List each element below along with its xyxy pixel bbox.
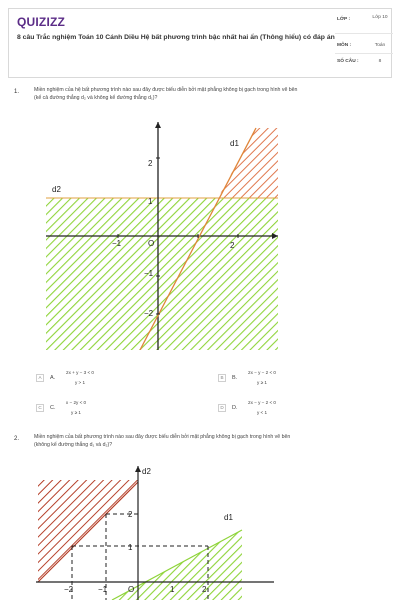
option-b-eq1: 2x − y − 2 < 0 [248, 370, 276, 375]
y-axis-arrow [155, 122, 161, 128]
question1-graph [40, 118, 280, 350]
label-y-1: 1 [148, 197, 153, 206]
option-c-eq2: y ≥ 1 [71, 410, 81, 415]
question-text-line2: (kể cả đường thẳng d₂ và không kể đường thẳng d₁)? [34, 95, 158, 101]
option-d-eq1: 2x − y − 2 < 0 [248, 400, 276, 405]
label-d2: d2 [52, 185, 61, 194]
label-x-1: 1 [170, 585, 175, 594]
quizizz-logo: QUIZIZZ [17, 15, 66, 29]
question-text-line1: Miền nghiệm của bất phương trình nào sau đây được biểu diễn bởi mặt phẳng không bị gạch trong hình vẽ bên [34, 434, 291, 440]
option-a-eq1: 2x + y − 3 < 0 [66, 370, 94, 375]
mon-label: MÔN : [337, 43, 352, 48]
label-x-neg2: −2 [64, 585, 74, 594]
label-y-2: 2 [148, 159, 153, 168]
label-x-neg1: −1 [98, 585, 108, 594]
y-axis-arrow [135, 466, 141, 472]
label-d1: d1 [224, 513, 233, 522]
label-y-neg2: −2 [144, 309, 154, 318]
socau-value: 8 [378, 59, 382, 64]
label-x-2: 2 [202, 585, 207, 594]
question-number: 2. [14, 436, 20, 442]
question-number: 1. [14, 89, 20, 95]
lop-label: LỚP : [337, 17, 351, 22]
option-d-checkbox[interactable]: D [218, 404, 226, 412]
label-y-2: 2 [128, 510, 133, 519]
question-text-line2: (không kể đường thẳng d₁ và d₂)? [34, 442, 113, 448]
worksheet-title: 8 câu Trắc nghiệm Toán 10 Cánh Diều Hệ bất phương trình bậc nhất hai ẩn (Thông hiểu) có đáp án [17, 34, 335, 41]
label-d1: d1 [230, 139, 239, 148]
mon-value: Toán [374, 43, 386, 48]
orange-hatched-region [218, 128, 278, 198]
question-text-line1: Miền nghiệm của hệ bất phương trình nào sau đây được biểu diễn bởi mặt phẳng không bị gạch trong hình vẽ bên [34, 87, 298, 93]
label-x-2: 2 [230, 241, 235, 250]
option-a-eq2: y > 1 [74, 380, 86, 385]
option-c-letter: C. [50, 405, 56, 411]
lop-value: Lớp 10 [372, 15, 388, 20]
option-a-checkbox[interactable]: A [36, 374, 44, 382]
label-x-neg1: −1 [112, 239, 122, 248]
meta-divider [335, 33, 393, 34]
option-c-eq1: x − 2y < 0 [65, 400, 87, 405]
label-origin: O [128, 585, 135, 594]
question2-graph [36, 462, 276, 600]
label-y-1: 1 [128, 543, 133, 552]
label-origin: O [148, 239, 155, 248]
option-c-checkbox[interactable]: C [36, 404, 44, 412]
option-b-letter: B. [232, 375, 238, 381]
green-hatched-region [46, 198, 278, 350]
option-b-eq2: y ≥ 1 [257, 380, 267, 385]
label-d2: d2 [142, 467, 151, 476]
option-a-letter: A. [50, 375, 56, 381]
option-b-checkbox[interactable]: B [218, 374, 226, 382]
option-d-eq2: y < 1 [256, 410, 268, 415]
label-y-neg1: −1 [144, 269, 154, 278]
meta-divider [335, 53, 393, 54]
worksheet-header [8, 8, 392, 78]
socau-label: SỐ CÂU : [337, 59, 359, 64]
option-d-letter: D. [232, 405, 238, 411]
